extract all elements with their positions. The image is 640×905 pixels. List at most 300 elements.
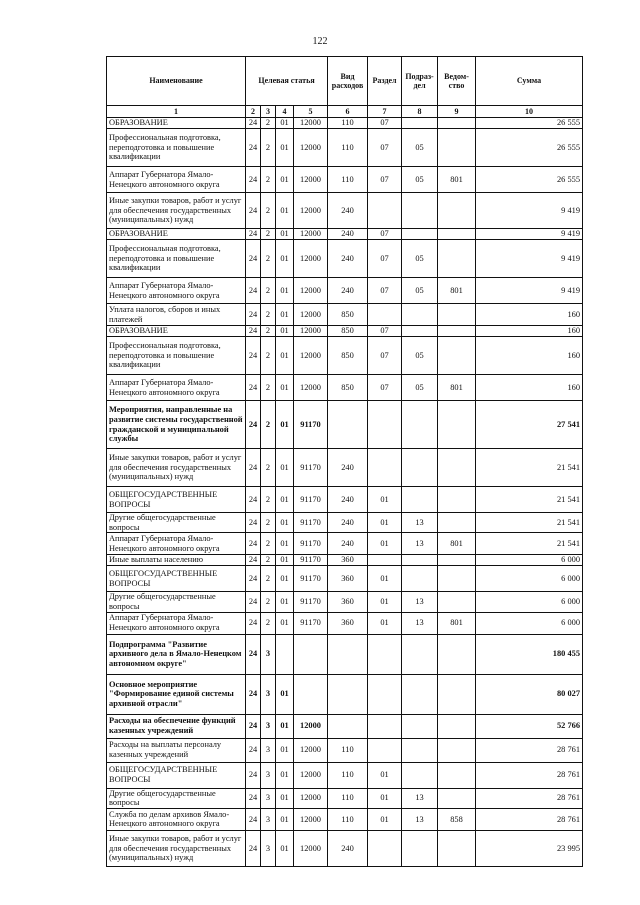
cell-target-3: 01 xyxy=(276,326,294,337)
cell-amount: 180 455 xyxy=(476,634,583,674)
cell-expense-type: 850 xyxy=(328,337,368,375)
cell-department xyxy=(438,513,476,533)
cell-subsection xyxy=(402,830,438,866)
cell-amount: 26 555 xyxy=(476,129,583,167)
cell-amount: 21 541 xyxy=(476,449,583,487)
cell-section xyxy=(368,738,402,762)
table-row xyxy=(107,788,583,808)
cell-amount: 21 541 xyxy=(476,487,583,513)
table-row xyxy=(107,375,583,401)
cell-target-4: 91170 xyxy=(294,555,328,566)
cell-target-2: 2 xyxy=(261,533,276,555)
header-row xyxy=(107,57,583,106)
cell-amount: 6 000 xyxy=(476,566,583,592)
table-row xyxy=(107,229,583,240)
cell-target-1: 24 xyxy=(246,449,261,487)
table-row xyxy=(107,714,583,738)
cell-target-2: 2 xyxy=(261,612,276,634)
cell-target-1: 24 xyxy=(246,762,261,788)
cell-expense-type: 850 xyxy=(328,375,368,401)
cell-target-4: 91170 xyxy=(294,513,328,533)
cell-target-2: 2 xyxy=(261,555,276,566)
cell-target-1: 24 xyxy=(246,612,261,634)
cell-target-4: 91170 xyxy=(294,533,328,555)
cell-subsection xyxy=(402,449,438,487)
column-index: 3 xyxy=(261,106,276,118)
cell-name: Аппарат Губернатора Ямало-Ненецкого автономного округа xyxy=(107,278,246,304)
cell-target-2: 2 xyxy=(261,167,276,193)
cell-target-2: 2 xyxy=(261,240,276,278)
cell-target-4: 12000 xyxy=(294,278,328,304)
cell-target-4: 12000 xyxy=(294,762,328,788)
cell-expense-type: 240 xyxy=(328,193,368,229)
cell-expense-type: 240 xyxy=(328,533,368,555)
cell-expense-type xyxy=(328,401,368,449)
cell-amount: 9 419 xyxy=(476,240,583,278)
table-row xyxy=(107,513,583,533)
table-row xyxy=(107,533,583,555)
cell-amount: 28 761 xyxy=(476,738,583,762)
cell-target-1: 24 xyxy=(246,229,261,240)
cell-name: Аппарат Губернатора Ямало-Ненецкого автономного округа xyxy=(107,167,246,193)
cell-amount: 21 541 xyxy=(476,513,583,533)
cell-name: Расходы на выплаты персоналу казенных учреждений xyxy=(107,738,246,762)
cell-target-3: 01 xyxy=(276,555,294,566)
cell-target-3: 01 xyxy=(276,788,294,808)
cell-target-1: 24 xyxy=(246,714,261,738)
cell-target-1: 24 xyxy=(246,326,261,337)
cell-target-4: 91170 xyxy=(294,449,328,487)
cell-target-4: 12000 xyxy=(294,738,328,762)
cell-target-1: 24 xyxy=(246,337,261,375)
table-row xyxy=(107,118,583,129)
cell-target-1: 24 xyxy=(246,304,261,326)
cell-expense-type: 110 xyxy=(328,808,368,830)
cell-subsection: 05 xyxy=(402,375,438,401)
cell-target-3: 01 xyxy=(276,449,294,487)
table-row xyxy=(107,326,583,337)
cell-section: 07 xyxy=(368,240,402,278)
cell-subsection xyxy=(402,566,438,592)
cell-target-4: 91170 xyxy=(294,566,328,592)
cell-subsection: 13 xyxy=(402,788,438,808)
table-row xyxy=(107,555,583,566)
cell-expense-type: 850 xyxy=(328,326,368,337)
cell-name: Профессиональная подготовка, переподготовка и повышение квалификации xyxy=(107,129,246,167)
cell-name: Мероприятия, направленные на развитие системы государственной гражданской и муниципальной службы xyxy=(107,401,246,449)
cell-department xyxy=(438,240,476,278)
cell-section xyxy=(368,634,402,674)
cell-name: Аппарат Губернатора Ямало-Ненецкого автономного округа xyxy=(107,533,246,555)
table-row xyxy=(107,240,583,278)
header-section: Раздел xyxy=(368,57,402,106)
cell-target-3 xyxy=(276,634,294,674)
cell-target-3: 01 xyxy=(276,129,294,167)
cell-name: Иные закупки товаров, работ и услуг для обеспечения государственных (муниципальных) нужд xyxy=(107,830,246,866)
cell-department xyxy=(438,487,476,513)
cell-target-2: 3 xyxy=(261,808,276,830)
cell-section xyxy=(368,401,402,449)
cell-subsection xyxy=(402,555,438,566)
cell-target-3: 01 xyxy=(276,738,294,762)
cell-target-3: 01 xyxy=(276,566,294,592)
cell-subsection xyxy=(402,714,438,738)
cell-section: 07 xyxy=(368,337,402,375)
cell-subsection: 13 xyxy=(402,533,438,555)
cell-amount: 80 027 xyxy=(476,674,583,714)
column-index-row xyxy=(107,106,583,118)
cell-name: Расходы на обеспечение функций казенных учреждений xyxy=(107,714,246,738)
cell-target-1: 24 xyxy=(246,240,261,278)
cell-target-4: 12000 xyxy=(294,830,328,866)
cell-amount: 9 419 xyxy=(476,193,583,229)
cell-subsection: 05 xyxy=(402,129,438,167)
cell-subsection xyxy=(402,229,438,240)
cell-name: Другие общегосударственные вопросы xyxy=(107,513,246,533)
cell-section: 01 xyxy=(368,513,402,533)
table-row xyxy=(107,193,583,229)
cell-department xyxy=(438,566,476,592)
cell-target-4: 12000 xyxy=(294,167,328,193)
cell-name: Иные закупки товаров, работ и услуг для обеспечения государственных (муниципальных) нужд xyxy=(107,193,246,229)
cell-section: 01 xyxy=(368,487,402,513)
cell-target-1: 24 xyxy=(246,830,261,866)
cell-department xyxy=(438,449,476,487)
cell-target-2: 2 xyxy=(261,129,276,167)
header-department: Ведом-ство xyxy=(438,57,476,106)
cell-subsection: 13 xyxy=(402,592,438,612)
cell-expense-type: 240 xyxy=(328,513,368,533)
cell-expense-type: 360 xyxy=(328,592,368,612)
cell-target-4: 91170 xyxy=(294,487,328,513)
cell-amount: 160 xyxy=(476,326,583,337)
cell-target-4 xyxy=(294,674,328,714)
cell-subsection xyxy=(402,193,438,229)
cell-amount: 26 555 xyxy=(476,167,583,193)
cell-subsection xyxy=(402,487,438,513)
column-index: 1 xyxy=(107,106,246,118)
table-row xyxy=(107,808,583,830)
cell-section: 01 xyxy=(368,566,402,592)
cell-section: 01 xyxy=(368,592,402,612)
cell-name: ОБРАЗОВАНИЕ xyxy=(107,118,246,129)
cell-expense-type: 240 xyxy=(328,229,368,240)
cell-name: Иные выплаты населению xyxy=(107,555,246,566)
cell-expense-type: 240 xyxy=(328,830,368,866)
cell-section xyxy=(368,449,402,487)
cell-target-1: 24 xyxy=(246,401,261,449)
cell-subsection xyxy=(402,326,438,337)
cell-target-2: 2 xyxy=(261,375,276,401)
cell-name: ОБЩЕГОСУДАРСТВЕННЫЕ ВОПРОСЫ xyxy=(107,762,246,788)
column-index: 7 xyxy=(368,106,402,118)
cell-section: 07 xyxy=(368,278,402,304)
table-row xyxy=(107,487,583,513)
cell-target-4: 12000 xyxy=(294,808,328,830)
column-index: 4 xyxy=(276,106,294,118)
cell-target-2: 2 xyxy=(261,337,276,375)
cell-department xyxy=(438,193,476,229)
cell-department: 801 xyxy=(438,167,476,193)
cell-amount: 28 761 xyxy=(476,762,583,788)
cell-subsection xyxy=(402,738,438,762)
cell-department xyxy=(438,337,476,375)
table-row xyxy=(107,401,583,449)
cell-subsection xyxy=(402,304,438,326)
cell-subsection xyxy=(402,634,438,674)
page-number: 122 xyxy=(312,36,328,47)
cell-amount: 160 xyxy=(476,375,583,401)
cell-target-3: 01 xyxy=(276,401,294,449)
cell-target-2: 2 xyxy=(261,304,276,326)
cell-expense-type: 360 xyxy=(328,555,368,566)
table-row xyxy=(107,337,583,375)
cell-department xyxy=(438,738,476,762)
cell-amount: 160 xyxy=(476,337,583,375)
cell-section xyxy=(368,714,402,738)
cell-name: Уплата налогов, сборов и иных платежей xyxy=(107,304,246,326)
header-amount: Сумма xyxy=(476,57,583,106)
cell-target-1: 24 xyxy=(246,513,261,533)
cell-section: 07 xyxy=(368,375,402,401)
cell-target-2: 2 xyxy=(261,449,276,487)
cell-expense-type: 110 xyxy=(328,118,368,129)
cell-target-3: 01 xyxy=(276,487,294,513)
cell-amount: 52 766 xyxy=(476,714,583,738)
cell-target-1: 24 xyxy=(246,592,261,612)
cell-target-1: 24 xyxy=(246,129,261,167)
cell-target-1: 24 xyxy=(246,118,261,129)
table-row xyxy=(107,762,583,788)
table-row xyxy=(107,674,583,714)
cell-target-3: 01 xyxy=(276,278,294,304)
cell-section xyxy=(368,555,402,566)
cell-target-2: 2 xyxy=(261,566,276,592)
cell-department xyxy=(438,304,476,326)
cell-department xyxy=(438,555,476,566)
cell-department xyxy=(438,714,476,738)
column-index: 6 xyxy=(328,106,368,118)
cell-target-4: 12000 xyxy=(294,304,328,326)
cell-amount: 9 419 xyxy=(476,278,583,304)
cell-expense-type xyxy=(328,634,368,674)
cell-name: ОБЩЕГОСУДАРСТВЕННЫЕ ВОПРОСЫ xyxy=(107,566,246,592)
cell-target-2: 2 xyxy=(261,193,276,229)
cell-expense-type xyxy=(328,674,368,714)
cell-target-3: 01 xyxy=(276,240,294,278)
cell-target-1: 24 xyxy=(246,555,261,566)
cell-amount: 160 xyxy=(476,304,583,326)
cell-target-4 xyxy=(294,634,328,674)
cell-target-1: 24 xyxy=(246,788,261,808)
cell-name: Служба по делам архивов Ямало-Ненецкого автономного округа xyxy=(107,808,246,830)
cell-name: Аппарат Губернатора Ямало-Ненецкого автономного округа xyxy=(107,375,246,401)
header-subsection: Подраз-дел xyxy=(402,57,438,106)
cell-target-1: 24 xyxy=(246,674,261,714)
cell-subsection: 05 xyxy=(402,337,438,375)
cell-amount: 27 541 xyxy=(476,401,583,449)
cell-target-4: 12000 xyxy=(294,240,328,278)
cell-subsection: 13 xyxy=(402,513,438,533)
cell-target-3: 01 xyxy=(276,714,294,738)
cell-name: Аппарат Губернатора Ямало-Ненецкого автономного округа xyxy=(107,612,246,634)
cell-target-2: 3 xyxy=(261,738,276,762)
cell-target-2: 3 xyxy=(261,830,276,866)
cell-subsection xyxy=(402,674,438,714)
cell-department xyxy=(438,118,476,129)
cell-expense-type: 240 xyxy=(328,487,368,513)
table-row xyxy=(107,566,583,592)
table-row xyxy=(107,129,583,167)
cell-target-4: 12000 xyxy=(294,326,328,337)
cell-name: ОБРАЗОВАНИЕ xyxy=(107,326,246,337)
cell-target-3: 01 xyxy=(276,808,294,830)
cell-department xyxy=(438,229,476,240)
cell-department xyxy=(438,762,476,788)
cell-amount: 6 000 xyxy=(476,555,583,566)
cell-section: 01 xyxy=(368,762,402,788)
cell-department: 858 xyxy=(438,808,476,830)
cell-target-3: 01 xyxy=(276,193,294,229)
cell-expense-type: 360 xyxy=(328,566,368,592)
cell-name: Иные закупки товаров, работ и услуг для обеспечения государственных (муниципальных) нужд xyxy=(107,449,246,487)
cell-expense-type: 110 xyxy=(328,788,368,808)
cell-department xyxy=(438,129,476,167)
table-row xyxy=(107,449,583,487)
cell-target-2: 2 xyxy=(261,118,276,129)
cell-section: 01 xyxy=(368,612,402,634)
column-index: 2 xyxy=(246,106,261,118)
cell-target-2: 2 xyxy=(261,401,276,449)
cell-target-3: 01 xyxy=(276,762,294,788)
cell-target-2: 3 xyxy=(261,788,276,808)
cell-target-3: 01 xyxy=(276,830,294,866)
cell-department xyxy=(438,401,476,449)
cell-target-1: 24 xyxy=(246,738,261,762)
cell-expense-type: 110 xyxy=(328,129,368,167)
cell-department: 801 xyxy=(438,375,476,401)
cell-section xyxy=(368,304,402,326)
cell-expense-type: 240 xyxy=(328,449,368,487)
cell-target-2: 2 xyxy=(261,326,276,337)
cell-name: Профессиональная подготовка, переподготовка и повышение квалификации xyxy=(107,337,246,375)
cell-target-1: 24 xyxy=(246,278,261,304)
cell-target-2: 3 xyxy=(261,714,276,738)
cell-section: 01 xyxy=(368,533,402,555)
cell-target-4: 12000 xyxy=(294,229,328,240)
cell-expense-type: 240 xyxy=(328,278,368,304)
cell-name: ОБРАЗОВАНИЕ xyxy=(107,229,246,240)
cell-amount: 28 761 xyxy=(476,808,583,830)
cell-target-1: 24 xyxy=(246,487,261,513)
cell-name: Основное мероприятие "Формирование единой системы архивной отрасли" xyxy=(107,674,246,714)
table-row xyxy=(107,278,583,304)
cell-target-4: 12000 xyxy=(294,129,328,167)
cell-target-2: 2 xyxy=(261,487,276,513)
cell-target-2: 2 xyxy=(261,592,276,612)
cell-expense-type: 360 xyxy=(328,612,368,634)
cell-target-1: 24 xyxy=(246,566,261,592)
cell-target-1: 24 xyxy=(246,533,261,555)
cell-department xyxy=(438,674,476,714)
cell-subsection: 05 xyxy=(402,278,438,304)
cell-section: 07 xyxy=(368,229,402,240)
column-index: 9 xyxy=(438,106,476,118)
column-index: 10 xyxy=(476,106,583,118)
cell-amount: 28 761 xyxy=(476,788,583,808)
cell-target-3: 01 xyxy=(276,533,294,555)
cell-section: 01 xyxy=(368,788,402,808)
table-row xyxy=(107,830,583,866)
cell-target-1: 24 xyxy=(246,375,261,401)
cell-department: 801 xyxy=(438,278,476,304)
cell-target-3: 01 xyxy=(276,304,294,326)
cell-target-2: 2 xyxy=(261,278,276,304)
cell-amount: 6 000 xyxy=(476,612,583,634)
cell-target-1: 24 xyxy=(246,193,261,229)
cell-subsection xyxy=(402,762,438,788)
cell-amount: 6 000 xyxy=(476,592,583,612)
column-index: 8 xyxy=(402,106,438,118)
cell-subsection xyxy=(402,401,438,449)
cell-expense-type xyxy=(328,714,368,738)
budget-table xyxy=(106,56,583,867)
cell-target-4: 12000 xyxy=(294,714,328,738)
cell-name: Подпрограмма "Развитие архивного дела в Ямало-Ненецком автономном округе" xyxy=(107,634,246,674)
cell-target-3: 01 xyxy=(276,229,294,240)
cell-target-4: 12000 xyxy=(294,193,328,229)
header-name: Наименование xyxy=(107,57,246,106)
cell-section: 01 xyxy=(368,808,402,830)
cell-department xyxy=(438,326,476,337)
cell-department xyxy=(438,830,476,866)
table-body xyxy=(107,118,583,867)
cell-target-4: 91170 xyxy=(294,612,328,634)
cell-target-4: 91170 xyxy=(294,401,328,449)
cell-target-3: 01 xyxy=(276,612,294,634)
cell-target-4: 91170 xyxy=(294,592,328,612)
header-expense-type: Вид расходов xyxy=(328,57,368,106)
cell-amount: 23 995 xyxy=(476,830,583,866)
cell-department xyxy=(438,592,476,612)
cell-department xyxy=(438,634,476,674)
cell-section xyxy=(368,674,402,714)
cell-section: 07 xyxy=(368,167,402,193)
cell-target-2: 2 xyxy=(261,513,276,533)
table-row xyxy=(107,634,583,674)
cell-name: Профессиональная подготовка, переподготовка и повышение квалификации xyxy=(107,240,246,278)
table-row xyxy=(107,738,583,762)
cell-target-4: 12000 xyxy=(294,375,328,401)
cell-subsection: 05 xyxy=(402,167,438,193)
cell-section: 07 xyxy=(368,129,402,167)
cell-target-2: 3 xyxy=(261,674,276,714)
cell-target-1: 24 xyxy=(246,167,261,193)
table-row xyxy=(107,592,583,612)
cell-target-1: 24 xyxy=(246,808,261,830)
cell-amount: 21 541 xyxy=(476,533,583,555)
cell-subsection: 05 xyxy=(402,240,438,278)
cell-target-4: 12000 xyxy=(294,788,328,808)
cell-target-2: 2 xyxy=(261,229,276,240)
cell-department xyxy=(438,788,476,808)
cell-department: 801 xyxy=(438,533,476,555)
cell-subsection: 13 xyxy=(402,612,438,634)
cell-expense-type: 240 xyxy=(328,240,368,278)
cell-target-1: 24 xyxy=(246,634,261,674)
cell-target-3: 01 xyxy=(276,513,294,533)
cell-subsection xyxy=(402,118,438,129)
